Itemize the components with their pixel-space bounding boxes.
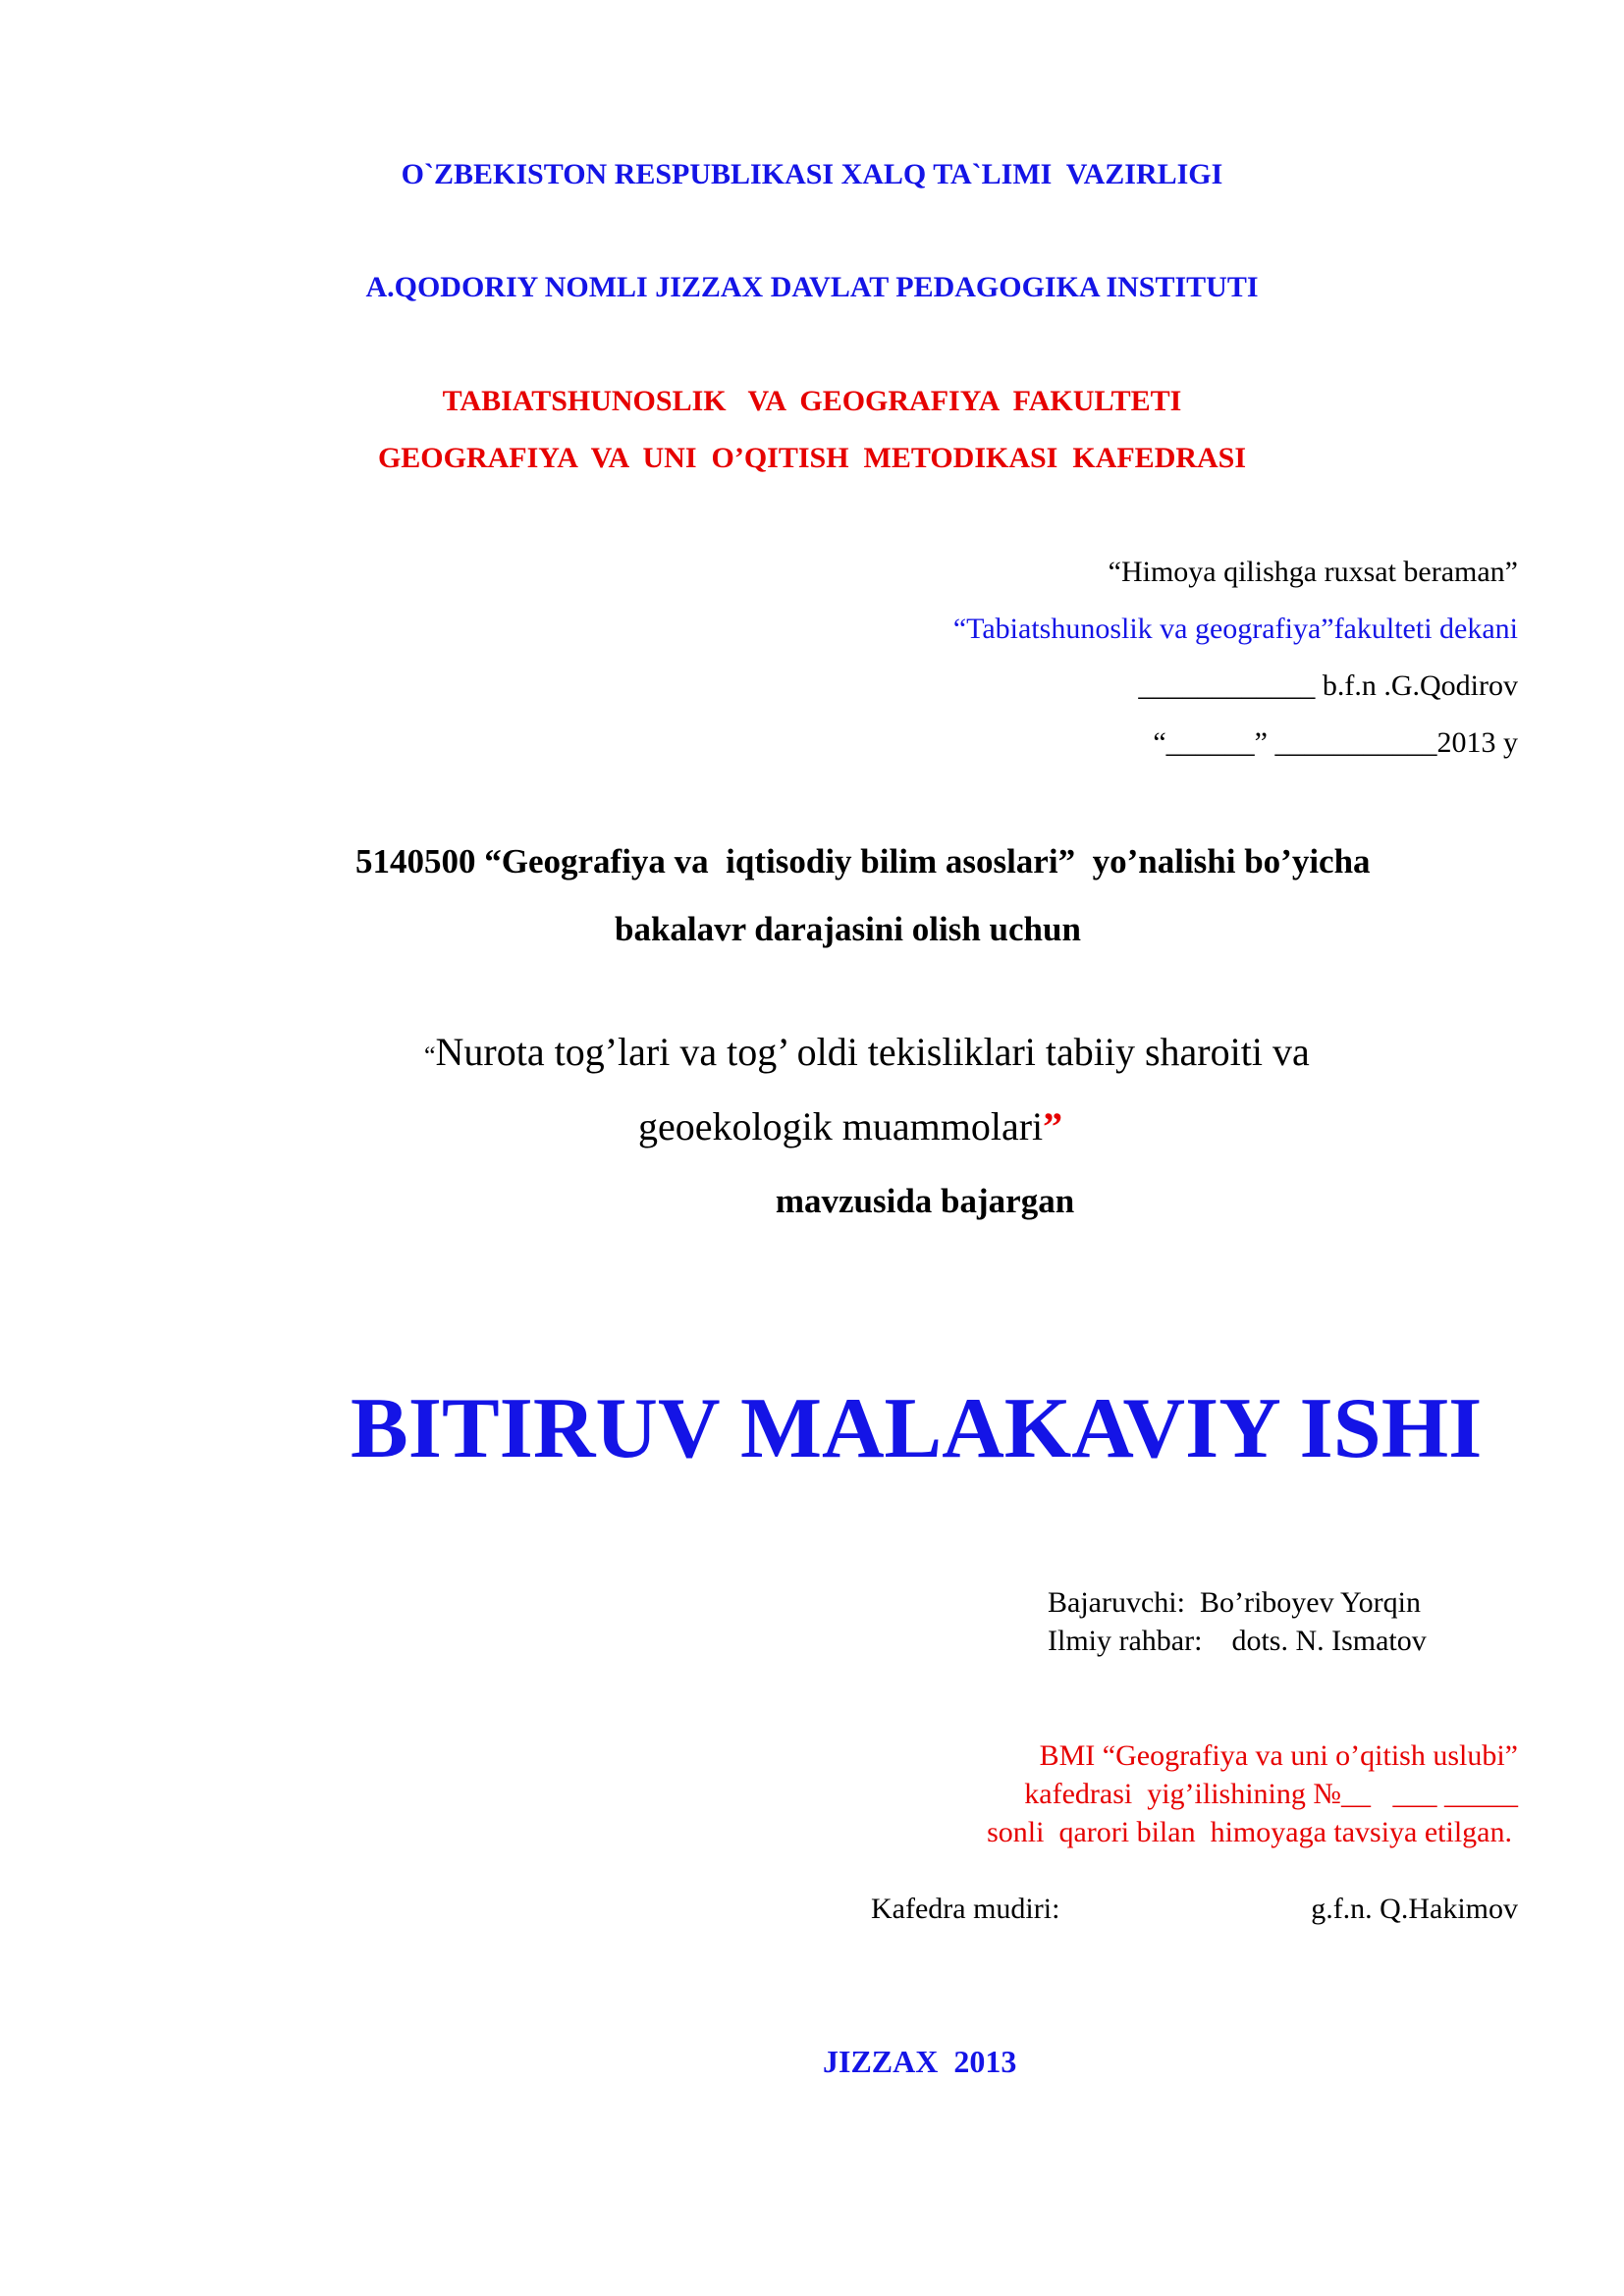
approval-permission-line: “Himoya qilishga ruxsat beraman” [1108, 556, 1518, 588]
department-heading: GEOGRAFIYA VA UNI O’QITISH METODIKASI KAFEDRASI [377, 442, 1247, 474]
head-of-department-name: g.f.n. Q.Hakimov [1311, 1893, 1518, 1925]
main-title: BITIRUV MALAKAVIY ISHI [351, 1381, 1483, 1476]
topic-line-3: mavzusida bajargan [775, 1182, 1075, 1220]
ministry-heading: O`ZBEKISTON RESPUBLIKASI XALQ TA`LIMI VAZIRLIGI [401, 158, 1223, 190]
topic-line-1-text: Nurota tog’lari va tog’ oldi tekisliklari tabiiy sharoiti va [435, 1030, 1310, 1074]
approval-signature-line: ____________ b.f.n .G.Qodirov [1138, 669, 1518, 702]
head-of-department-label: Kafedra mudiri: [871, 1893, 1060, 1925]
supervisor-line: Ilmiy rahbar: dots. N. Ismatov [1048, 1625, 1427, 1657]
recommendation-line-2: kafedrasi yig’ilishining №__ ___ _____ [1024, 1778, 1518, 1810]
faculty-heading: TABIATSHUNOSLIK VA GEOGRAFIYA FAKULTETI [442, 385, 1182, 417]
topic-line-1 [424, 1030, 1310, 1074]
topic-line-2-text: geoekologik muammolari [638, 1104, 1044, 1148]
degree-line-1: 5140500 “Geografiya va iqtisodiy bilim asoslari” yo’nalishi bo’yicha [355, 842, 1371, 881]
approval-date-line: “______” ___________2013 y [1153, 726, 1518, 759]
performer-line: Bajaruvchi: Bo’riboyev Yorqin [1048, 1586, 1421, 1619]
institute-heading: A.QODORIY NOMLI JIZZAX DAVLAT PEDAGOGIKA INSTITUTI [365, 271, 1259, 303]
topic-close-quote: ” [1043, 1104, 1063, 1148]
footer-city-year: JIZZAX 2013 [823, 2044, 1017, 2079]
topic-open-quote: “ [424, 1041, 436, 1070]
topic-line-2 [638, 1104, 1063, 1148]
recommendation-line-3: sonli qarori bilan himoyaga tavsiya etilgan. [987, 1816, 1512, 1848]
degree-line-2: bakalavr darajasini olish uchun [615, 910, 1081, 948]
recommendation-line-1: BMI “Geografiya va uni o’qitish uslubi” [1039, 1739, 1518, 1772]
approval-dean-line: “Tabiatshunoslik va geografiya”fakulteti dekani [952, 613, 1518, 645]
